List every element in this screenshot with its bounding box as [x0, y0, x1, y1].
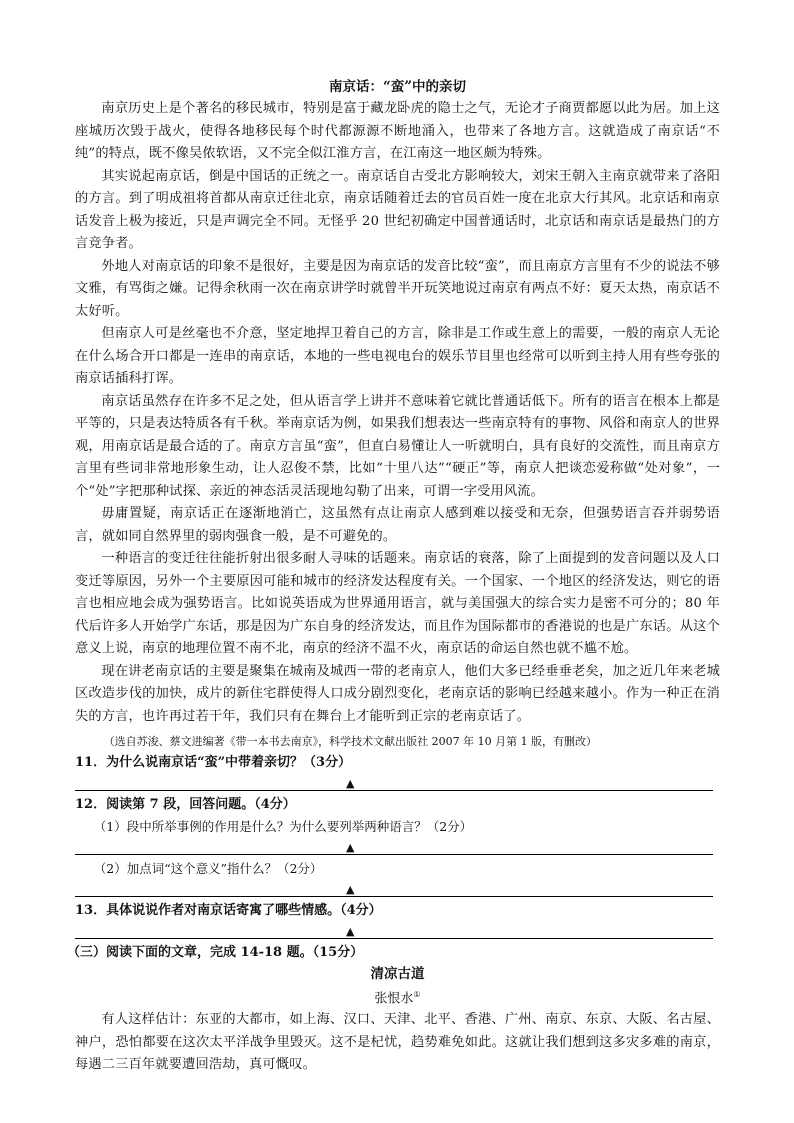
section-3-author: [75, 984, 720, 1009]
article-paragraph-6: 毋庸置疑，南京话正在逐渐地消亡，这虽然有点让南京人感到难以接受和无奈，但强势语言吞并弱势语言，就如同自然界里的弱肉强食一般，是不可避免的。: [75, 506, 720, 544]
answer-marker: ▲: [346, 777, 355, 790]
article-title: 南京话：“蛮”中的亲切: [328, 79, 467, 95]
answer-underline: [75, 896, 713, 897]
answer-line-13[interactable]: [75, 922, 720, 940]
answer-line-11[interactable]: [75, 774, 720, 792]
answer-underline: [75, 854, 713, 855]
question-13: 13．具体说说作者对南京话寄寓了哪些情感。（4分）: [75, 903, 382, 918]
question-12: 12．阅读第 7 段，回答问题。（4分）: [75, 797, 296, 812]
answer-marker: ▲: [346, 883, 355, 896]
author-name: 张恨水: [374, 991, 414, 1007]
article-source: （选自苏浚、蔡文进编著《带一本书去南京》，科学技术文献出版社 2007 年 10 月第 1 版，有删改）: [103, 735, 598, 748]
article-paragraph-1: 南京历史上是个著名的移民城市，特别是富于藏龙卧虎的隐士之气，无论才子商贾都愿以此为居。加上这座城历次毁于战火，使得各地移民每个时代都源源不断地涌入，也带来了各地方言。这就造成了南京话“不纯”的特点，既不像吴侬软语，又不完全似江淮方言，在江南这一地区颇为特殊。: [75, 101, 720, 161]
article-paragraph-7: 一种语言的变迁往往能折射出很多耐人寻味的话题来。南京话的衰落，除了上面提到的发音问题以及人口变迁等原因，另外一个主要原因可能和城市的经济发达程度有关。一个国家、一个地区的经济发达，则它的语言也相应地会成为强势语言。比如说英语成为世界通用语言，就与美国强大的综合实力是密不可分的；80 年代后许多人开始学广东话，那是因为广东自身的经济发达，而且作为国际都市的香港说的也是广东话。从这个意义上说，南京的地理位置不南不北，南京的经济不温不火，南京话的命运自然也就不尴不尬。: [75, 551, 720, 656]
answer-line-12-2[interactable]: [75, 880, 720, 898]
answer-underline: [75, 790, 713, 791]
answer-marker: ▲: [346, 925, 355, 938]
question-11: 11．为什么说南京话“蛮”中带着亲切？（3分）: [75, 755, 352, 770]
section-3-heading: （三）阅读下面的文章，完成 14-18 题。（15分）: [67, 945, 364, 960]
article-paragraph-2: 其实说起南京话，倒是中国话的正统之一。南京话自古受北方影响较大，刘宋王朝入主南京就带来了洛阳的方言。到了明成祖将首都从南京迁往北京，南京话随着迁去的官员百姓一度在北京大行其风。北京话和南京话发音上极为接近，只是声调完全不同。无怪乎 20 世纪初确定中国普通话时，北京话和南京话是最热门的方言竞争者。: [75, 168, 720, 251]
article-paragraph-5: 南京话虽然存在许多不足之处，但从语言学上讲并不意味着它就比普通话低下。所有的语言在根本上都是平等的，只是表达特质各有千秋。举南京话为例，如果我们想表达一些南京特有的事物、风俗和南京人的世界观，用南京话是最合适的了。南京方言虽“蛮”，但直白易懂让人一听就明白，具有良好的交流性，而且南京方言里有些词非常地形象生动，让人忍俊不禁，比如“十里八达”“硬正”等，南京人把谈恋爱称做“处对象”，一个“处”字把那种试探、亲近的神态活灵活现地勾勒了出来，可谓一字受用风流。: [75, 393, 720, 499]
answer-marker: ▲: [346, 841, 355, 854]
question-12-2: （2）加点词“这个意义”指什么？（2分）: [93, 861, 323, 876]
footnote-marker[interactable]: ①: [413, 990, 421, 999]
section-3-title: 清凉古道: [370, 966, 425, 982]
article-paragraph-8: 现在讲老南京话的主要是聚集在城南及城西一带的老南京人，他们大多已经垂垂老矣，加之近几年来老城区改造步伐的加快，成片的新住宅群使得人口成分剧烈变化，老南京话的影响已经越来越小。作为一种正在消失的方言，也许再过若干年，我们只有在舞台上才能听到正宗的老南京话了。: [75, 663, 720, 724]
article-paragraph-4: 但南京人可是丝毫也不介意，坚定地捍卫着自己的方言，除非是工作或生意上的需要，一般的南京人无论在什么场合开口都是一连串的南京话，本地的一些电视电台的娱乐节目里也经常可以听到主持人用有些夸张的南京话插科打诨。: [75, 326, 720, 386]
article-paragraph-3: 外地人对南京话的印象不是很好，主要是因为南京话的发音比较“蛮”，而且南京方言里有不少的说法不够文雅，有骂街之嫌。记得余秋雨一次在南京讲学时就曾半开玩笑地说过南京有两点不好：夏天太热，南京话不太好听。: [75, 258, 720, 319]
answer-underline: [75, 938, 713, 939]
question-12-1: （1）段中所举事例的作用是什么？为什么要列举两种语言？（2分）: [93, 819, 473, 834]
document-page: [67, 76, 720, 1077]
answer-line-12-1[interactable]: [75, 838, 720, 856]
section-3-paragraph-1: 有人这样估计：东亚的大都市，如上海、汉口、天津、北平、香港、广州、南京、东京、大阪、名古屋、神户，恐怕都要在这次太平洋战争里毁灭。这不是杞忧，趋势难免如此。这就让我们想到这多灾多难的南京，每遇二三百年就要遭回浩劫，真可慨叹。: [75, 1012, 720, 1073]
